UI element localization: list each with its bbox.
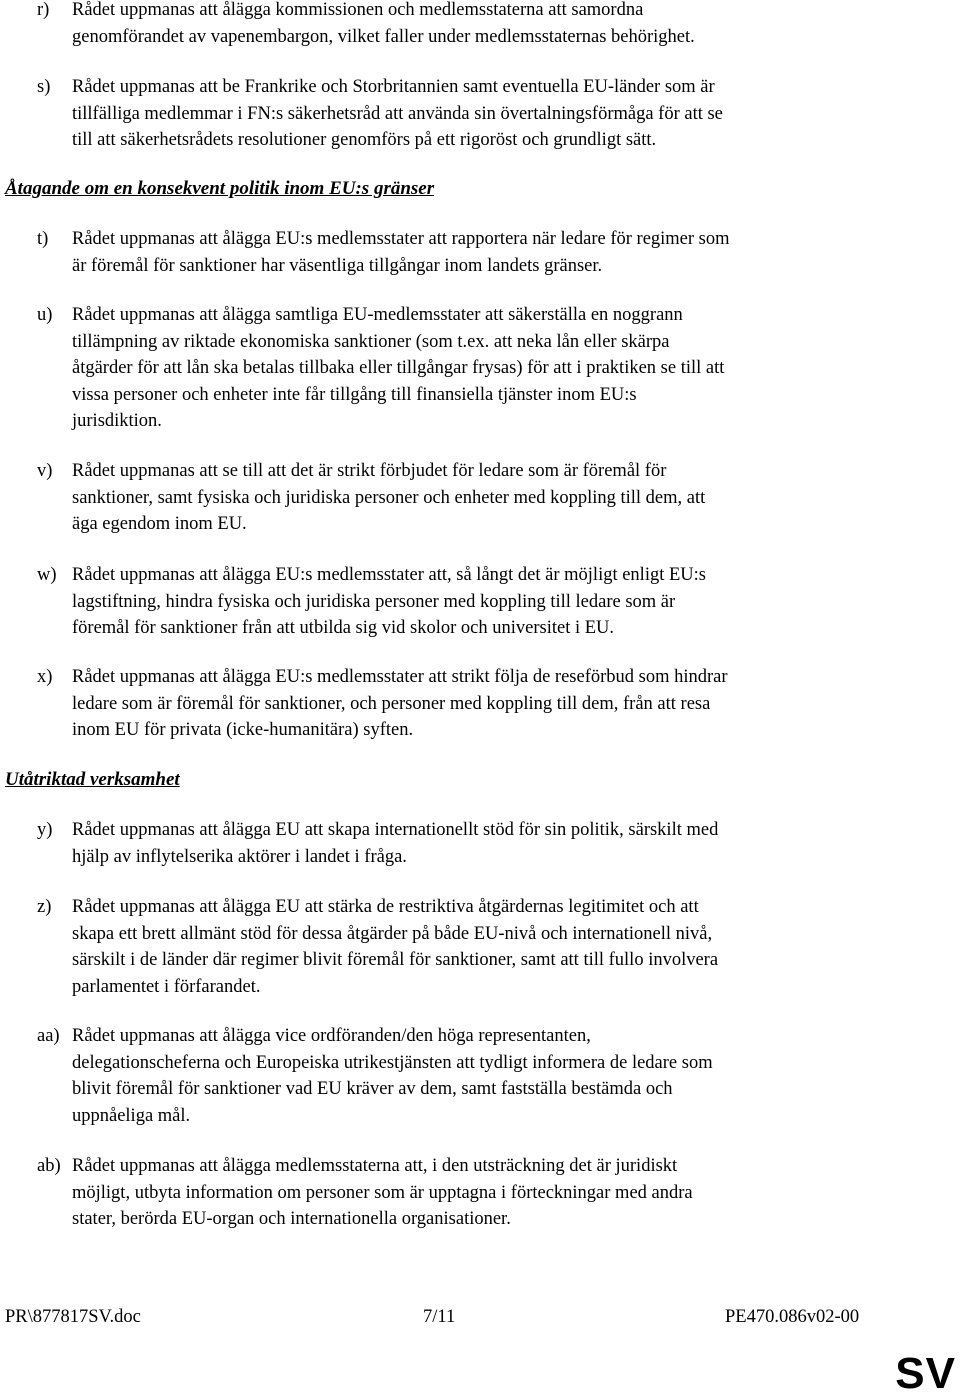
item-label: t) bbox=[37, 229, 49, 249]
text-line: Rådet uppmanas att ålägga EU:s medlemsstater att, så långt det är möjligt enligt EU:s bbox=[72, 565, 706, 585]
text-line: Rådet uppmanas att ålägga EU:s medlemsstater att strikt följa de reseförbud som hindrar bbox=[72, 667, 728, 687]
text-line: genomförandet av vapenembargon, vilket faller under medlemsstaternas behörighet. bbox=[72, 26, 695, 47]
text-line: tillfälliga medlemmar i FN:s säkerhetsråd att använda sin övertalningsförmåga för att se bbox=[72, 103, 723, 124]
item-label: r) bbox=[37, 0, 50, 20]
text-line: tillämpning av riktade ekonomiska sanktioner (som t.ex. att neka lån eller skärpa bbox=[72, 331, 670, 352]
footer-page-number: 7/11 bbox=[423, 1307, 456, 1327]
item-label: v) bbox=[37, 461, 53, 481]
text-line: till att säkerhetsrådets resolutioner genomförs på ett rigoröst och grundligt sätt. bbox=[72, 130, 657, 150]
item-label: ab) bbox=[37, 1156, 61, 1176]
item-text bbox=[72, 74, 892, 154]
section-heading-external: Utåtriktad verksamhet bbox=[5, 769, 180, 790]
text-line: föremål för sanktioner från att utbilda sig vid skolor och universitet i EU. bbox=[72, 618, 615, 638]
text-line: vissa personer och enheter inte får tillgång till finansiella tjänster inom EU:s bbox=[72, 384, 637, 405]
item-label: x) bbox=[37, 667, 53, 687]
text-line: delegationscheferna och Europeiska utrikestjänsten att tydligt informera de ledare som bbox=[72, 1052, 713, 1073]
text-line: Rådet uppmanas att ålägga EU:s medlemsstater att rapportera när ledare för regimer som bbox=[72, 229, 730, 249]
text-line: Rådet uppmanas att se till att det är strikt förbjudet för ledare som är föremål för bbox=[72, 461, 667, 481]
item-text bbox=[72, 0, 892, 50]
item-text bbox=[72, 1153, 892, 1233]
item-label: w) bbox=[37, 565, 57, 585]
footer-pe-ref: PE470.086v02-00 bbox=[725, 1307, 860, 1327]
item-label: y) bbox=[37, 820, 53, 840]
item-text bbox=[72, 1023, 892, 1129]
text-line: Rådet uppmanas att ålägga kommissionen och medlemsstaterna att samordna bbox=[72, 0, 644, 20]
item-label: z) bbox=[37, 897, 52, 917]
text-line: parlamentet i förfarandet. bbox=[72, 976, 261, 997]
text-line: äga egendom inom EU. bbox=[72, 514, 247, 534]
text-line: sanktioner, samt fysiska och juridiska personer och enheter med koppling till dem, att bbox=[72, 487, 706, 508]
text-line: Rådet uppmanas att be Frankrike och Storbritannien samt eventuella EU-länder som är bbox=[72, 77, 715, 97]
text-line: Rådet uppmanas att ålägga medlemsstaterna att, i den utsträckning det är juridiskt bbox=[72, 1156, 678, 1176]
language-code: SV bbox=[895, 1349, 956, 1398]
item-label: aa) bbox=[37, 1026, 60, 1046]
section-heading-internal: Åtagande om en konsekvent politik inom EU:s gränser bbox=[5, 178, 435, 199]
item-text bbox=[72, 664, 892, 744]
text-line: Rådet uppmanas att ålägga vice ordföranden/den höga representanten, bbox=[72, 1026, 591, 1046]
item-label: s) bbox=[37, 77, 51, 97]
text-line: Rådet uppmanas att ålägga EU att skapa internationellt stöd för sin politik, särskilt med bbox=[72, 820, 719, 840]
text-line: stater, berörda EU-organ och internationella organisationer. bbox=[72, 1209, 511, 1229]
item-label: u) bbox=[37, 305, 53, 325]
item-text bbox=[72, 562, 892, 642]
text-line: möjligt, utbyta information om personer som är upptagna i förteckningar med andra bbox=[72, 1182, 693, 1203]
text-line: blivit föremål för sanktioner vad EU kräver av dem, samt fastställa bestämda och bbox=[72, 1079, 673, 1099]
item-text bbox=[72, 894, 892, 1000]
text-line: är föremål för sanktioner har väsentliga tillgångar inom landets gränser. bbox=[72, 255, 603, 276]
text-line: särskilt i de länder där regimer blivit föremål för sanktioner, samt att till fullo involvera bbox=[72, 950, 719, 970]
text-line: Rådet uppmanas att ålägga EU att stärka de restriktiva åtgärdernas legitimitet och att bbox=[72, 897, 699, 917]
text-line: jurisdiktion. bbox=[72, 411, 162, 431]
text-line: skapa ett brett allmänt stöd för dessa åtgärder på både EU-nivå och internationell nivå, bbox=[72, 923, 713, 944]
item-text bbox=[72, 458, 892, 538]
text-line: hjälp av inflytelserika aktörer i landet i fråga. bbox=[72, 846, 407, 867]
text-line: uppnåeliga mål. bbox=[72, 1105, 191, 1126]
item-text bbox=[72, 302, 892, 435]
text-line: lagstiftning, hindra fysiska och juridiska personer med koppling till ledare som är bbox=[72, 591, 676, 612]
text-line: åtgärder för att lån ska betalas tillbaka eller tillgångar frysas) för att i praktiken se till att bbox=[72, 358, 725, 378]
text-line: inom EU för privata (icke-humanitära) syften. bbox=[72, 720, 414, 740]
text-line: ledare som är föremål för sanktioner, och personer med koppling till dem, från att resa bbox=[72, 693, 711, 714]
item-text bbox=[72, 226, 892, 279]
item-text bbox=[72, 817, 892, 870]
footer-doc-ref: PR\877817SV.doc bbox=[5, 1307, 141, 1327]
text-line: Rådet uppmanas att ålägga samtliga EU-medlemsstater att säkerställa en noggrann bbox=[72, 305, 683, 325]
